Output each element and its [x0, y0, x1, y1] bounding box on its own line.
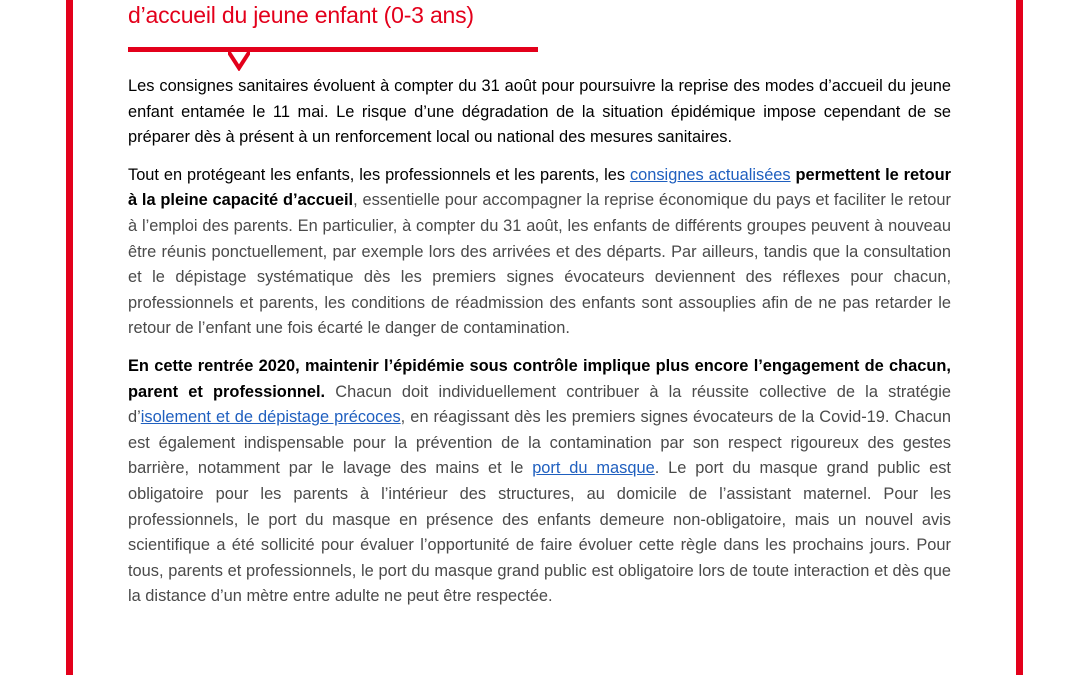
paragraph-bold-text: En cette rentrée 2020, maintenir l’épidémie sous contrôle implique plus encore l’engagement de chacun, parent et professionnel. [128, 356, 951, 401]
paragraph-capacity [128, 163, 951, 342]
consignes-actualisees-link[interactable]: consignes actualisées [629, 165, 791, 184]
article-body [128, 74, 951, 622]
paragraph-rentree [128, 354, 951, 610]
paragraph-body-text: , en réagissant dès les premiers signes évocateurs de la Covid-19. Chacun est également indispensable pour la prévention de la contamination par son respect rigoureux des gestes barrière, notamment par le lavage des mains et le [128, 408, 951, 478]
paragraph-intro: Les consignes sanitaires évoluent à compter du 31 août pour poursuivre la reprise des modes d’accueil du jeune enfant entamée le 11 mai. Le risque d’une dégradation de la situation épidémique impose cependant de se préparer dès à présent à un renforcement local ou national des mesures sanitaires. [128, 77, 951, 147]
paragraph-body-text: . Le port du masque grand public est obligatoire pour les parents à l’intérieur des structures, au domicile de l’assistant maternel. Pour les professionnels, le port du masque en présence des enfants demeure non-obligatoire, mais un nouvel avis scientifique a été sollicité pour évaluer l’opportunité de faire évoluer cette règle dans les prochains jours. Pour tous, parents et professionnels, le port du masque grand public est obligatoire lors de toute interaction et dès que la distance d’un mètre entre adulte ne peut être respectée. [128, 459, 951, 606]
page-title: d’accueil du jeune enfant (0-3 ans) [128, 2, 474, 28]
isolement-depistage-link[interactable]: isolement et de dépistage précoces [140, 408, 401, 427]
paragraph-body-text: Chacun doit individuellement contribuer à la réussite collective de la stratégie d’ [128, 382, 951, 427]
paragraph-body-text: , essentielle pour accompagner la reprise économique du pays et faciliter le retour à l’emploi des parents. En particulier, à compter du 31 août, les enfants de différents groupes peuvent à nouveau être réunis ponctuellement, par exemple lors des arrivées et des départs. Par ailleurs, tandis que la consultation et le dépistage systématique dès les premiers signes évocateurs deviennent des réflexes pour chacun, professionnels et parents, les conditions de réadmission des enfants sont assouplies afin de ne pas retarder le retour de l’enfant une fois écarté le danger de contamination. [128, 191, 951, 338]
right-frame-border [1016, 0, 1023, 675]
port-du-masque-link[interactable]: port du masque [532, 459, 655, 478]
speech-notch-icon [228, 51, 250, 71]
title-underline [128, 47, 538, 52]
paragraph-bold-text: permettent le retour à la pleine capacité d’accueil [128, 165, 951, 210]
paragraph-lead-text: Tout en protégeant les enfants, les professionnels et les parents, les [128, 165, 630, 184]
left-frame-border [66, 0, 73, 675]
